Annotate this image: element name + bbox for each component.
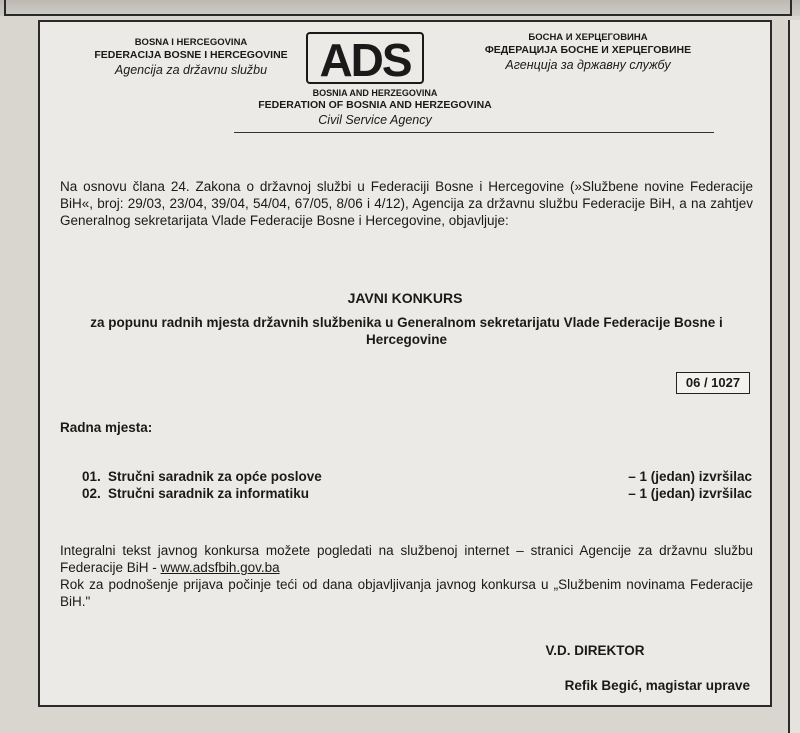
position-number: 01.	[82, 469, 101, 484]
previous-clipping-border	[4, 0, 792, 16]
header-agency-cyrillic: Агенција за државну службу	[505, 58, 671, 72]
header-country-cyrillic: БОСНА И ХЕРЦЕГОВИНА	[528, 32, 648, 43]
position-count: – 1 (jedan) izvršilac	[628, 469, 752, 484]
header-country: BOSNA I HERCEGOVINA	[134, 37, 248, 48]
notice-title: JAVNI KONKURS	[347, 290, 463, 306]
reference-number: 06 / 1027	[676, 372, 750, 394]
header-federation-english: FEDERATION OF BOSNIA AND HERZEGOVINA	[258, 99, 492, 111]
public-notice	[38, 20, 772, 707]
position-number: 02.	[82, 486, 101, 501]
header-country-english: BOSNIA AND HERZEGOVINA	[312, 88, 438, 98]
svg-text:ADS: ADS	[319, 34, 411, 84]
closing-text: Integralni tekst javnog konkursa možete pogledati na službenoj internet – stranici Agencije za državnu službu Federacije BiH -	[60, 543, 753, 575]
adjacent-clipping-edge	[788, 20, 800, 733]
position-count: – 1 (jedan) izvršilac	[628, 486, 752, 501]
position-item	[82, 468, 752, 485]
position-title: Stručni saradnik za opće poslove	[108, 469, 322, 484]
header-cyrillic	[442, 32, 734, 74]
positions-heading: Radna mjesta:	[60, 420, 153, 435]
header-english	[190, 88, 560, 129]
position-title: Stručni saradnik za informatiku	[108, 486, 310, 501]
header-agency: Agencija za državnu službu	[114, 63, 268, 77]
deadline-text: Rok za podnošenje prijava počinje teći od dana objavljivanja javnog konkursa u „Službenim novinama Federacije BiH."	[60, 577, 753, 609]
header-agency-english: Civil Service Agency	[318, 113, 432, 127]
header-divider	[234, 132, 714, 133]
header-federation: FEDERACIJA BOSNE I HERCEGOVINE	[94, 49, 288, 61]
agency-website-link[interactable]: www.adsfbih.gov.ba	[160, 560, 280, 575]
signature-name: Refik Begić, magistar uprave	[564, 678, 750, 693]
position-item	[82, 485, 752, 502]
header-federation-cyrillic: ФЕДЕРАЦИЈА БОСНЕ И ХЕРЦЕГОВИНЕ	[484, 44, 692, 56]
ads-logo	[306, 32, 424, 84]
notice-subtitle: za popunu radnih mjesta državnih službenika u Generalnom sekretarijatu Vlade Federacije Bosne i Hercegovine	[90, 315, 723, 347]
signature-title: V.D. DIREKTOR	[545, 643, 645, 658]
closing-paragraph	[60, 542, 753, 610]
intro-paragraph: Na osnovu člana 24. Zakona o državnoj službi u Federaciji Bosne i Hercegovine (»Službene novine Federacije BiH«, broj: 29/03, 23/04, 39/04, 54/04, 67/05, 8/06 i 4/12), Agencija za državnu službu Federacije BiH, a na zahtjev Generalnog sekretarijata Vlade Federacije Bosne i Hercegovine, objavljuje:	[60, 179, 753, 228]
header-latin	[62, 37, 320, 79]
